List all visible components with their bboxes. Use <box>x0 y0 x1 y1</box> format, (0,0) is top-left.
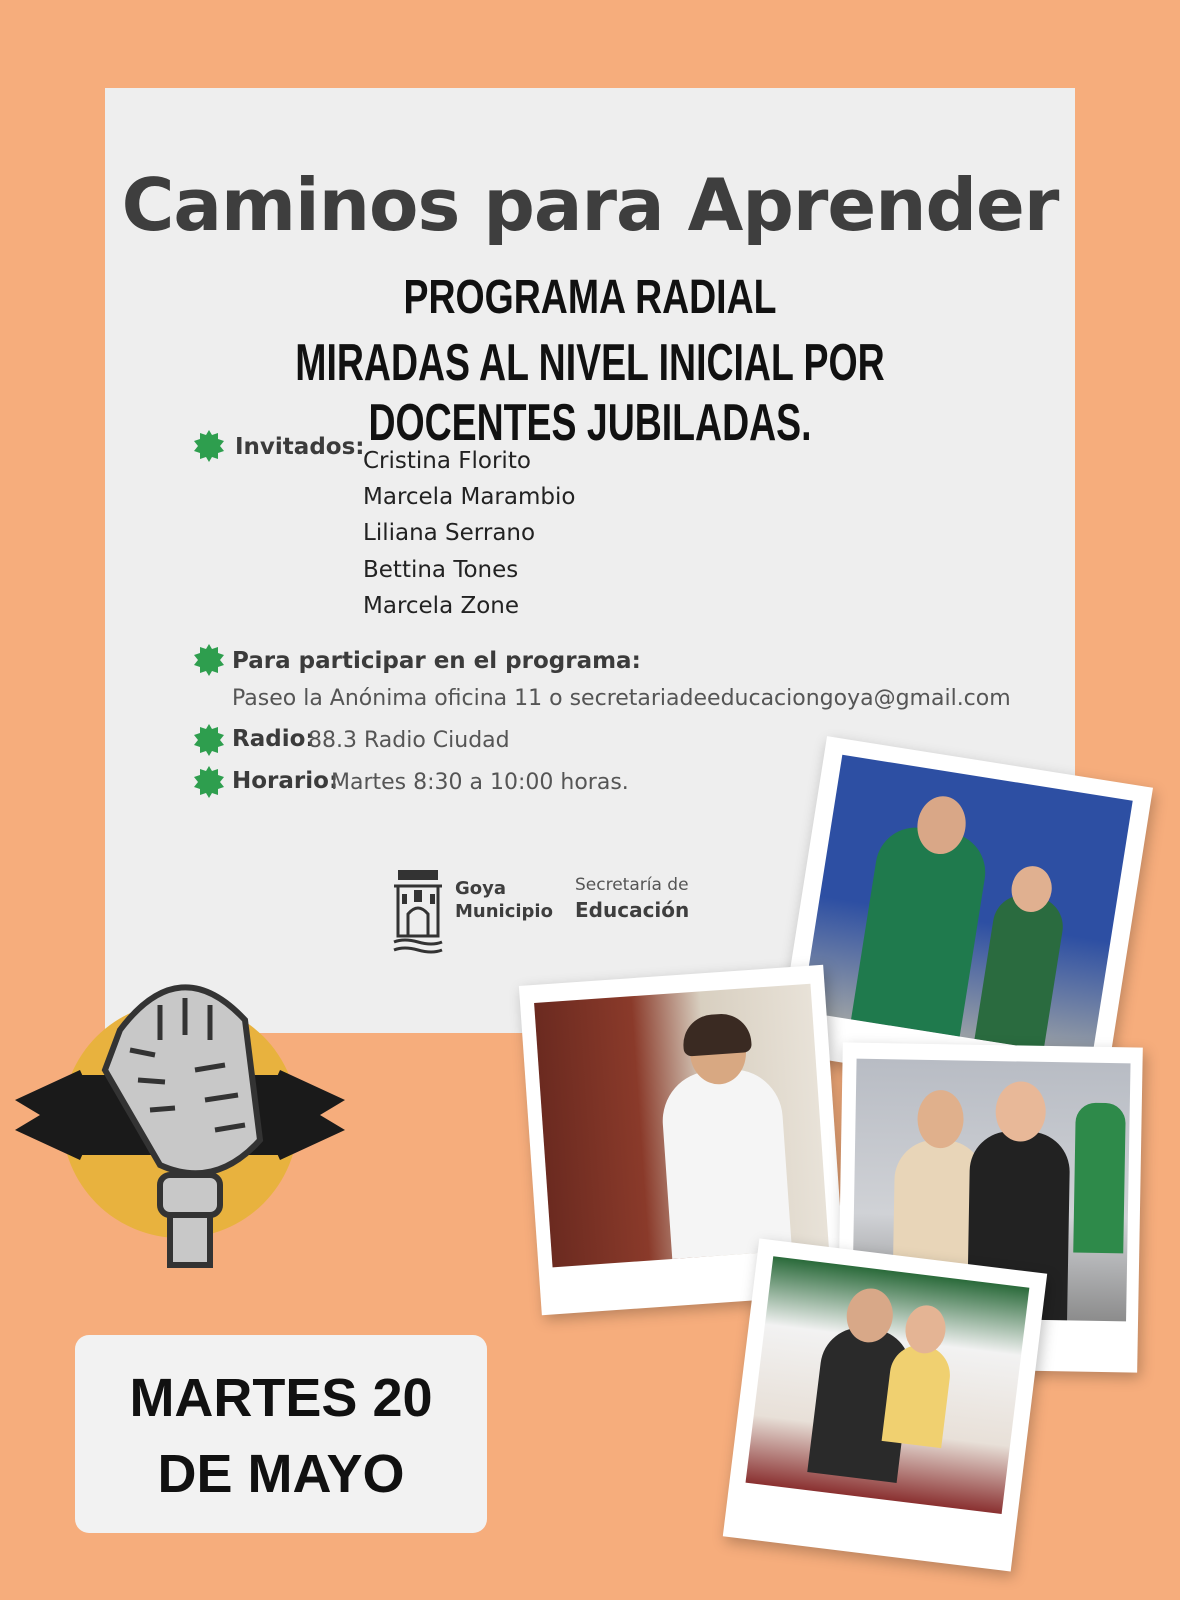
green-badge-icon <box>193 766 225 798</box>
secretaria-line2: Educación <box>575 898 690 922</box>
radio-label: Radio: <box>232 726 315 752</box>
guest-name: Marcela Marambio <box>363 484 576 510</box>
participate-label: Para participar en el programa: <box>232 648 641 674</box>
photo-4 <box>723 1238 1047 1571</box>
guest-name: Liliana Serrano <box>363 520 536 546</box>
green-badge-icon <box>193 644 225 676</box>
program-title: Caminos para Aprender <box>121 163 1059 247</box>
goya-logo-line1: Goya <box>455 878 507 899</box>
green-badge-icon <box>193 430 225 462</box>
microphone-icon <box>10 960 350 1270</box>
green-badge-icon <box>193 724 225 756</box>
guests-label: Invitados: <box>235 434 365 460</box>
schedule-label: Horario: <box>232 768 339 794</box>
goya-municipio-logo-icon <box>390 866 446 960</box>
date-box <box>75 1335 487 1533</box>
guest-name: Marcela Zone <box>363 593 520 619</box>
radio-text: 88.3 Radio Ciudad <box>308 728 510 753</box>
program-subtitle-1: PROGRAMA RADIAL <box>403 271 777 324</box>
schedule-text: Martes 8:30 a 10:00 horas. <box>331 770 629 795</box>
guest-name: Bettina Tones <box>363 557 519 583</box>
guest-name: Cristina Florito <box>363 448 531 474</box>
secretaria-line1: Secretaría de <box>575 875 689 895</box>
date-line-2: DE MAYO <box>157 1444 405 1504</box>
goya-logo-line2: Municipio <box>455 901 553 922</box>
date-line-1: MARTES 20 <box>129 1368 433 1428</box>
program-subtitle-2: MIRADAS AL NIVEL INICIAL POR DOCENTES JUBILADAS. <box>295 334 885 452</box>
participate-text: Paseo la Anónima oficina 11 o secretariadeeducaciongoya@gmail.com <box>232 686 1011 711</box>
